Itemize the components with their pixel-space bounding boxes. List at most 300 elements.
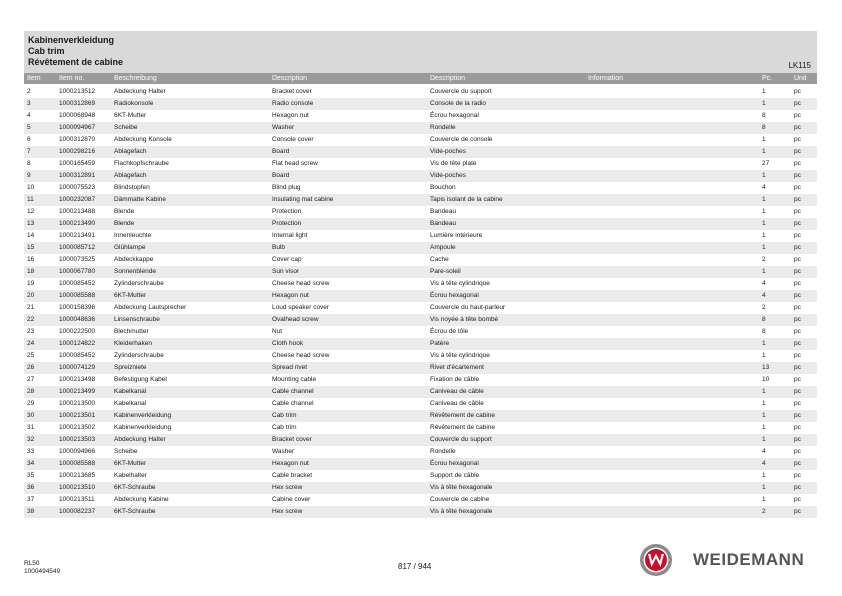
- row-unit: pc: [794, 352, 801, 359]
- row-unit: pc: [794, 160, 801, 167]
- row-description-en: Cheese head screw: [272, 280, 330, 287]
- row-description-en: Console cover: [272, 136, 314, 143]
- footer-model-info: [24, 560, 60, 576]
- row-unit: pc: [794, 148, 801, 155]
- row-pc: 8: [762, 112, 766, 119]
- row-item: 14: [27, 232, 35, 239]
- row-item: 28: [27, 388, 35, 395]
- table-row: [24, 338, 817, 350]
- row-item: 19: [27, 280, 35, 287]
- row-item-no: 1000312870: [59, 136, 96, 143]
- table-row: [24, 374, 817, 386]
- row-item-no: 1000094966: [59, 448, 96, 455]
- row-item: 3: [27, 100, 31, 107]
- row-item: 38: [27, 508, 35, 515]
- table-row: [24, 422, 817, 434]
- row-unit: pc: [794, 184, 801, 191]
- row-item-no: 1000124822: [59, 340, 96, 347]
- row-unit: pc: [794, 208, 801, 215]
- row-beschreibung: Scheibe: [114, 448, 138, 455]
- row-unit: pc: [794, 472, 801, 479]
- row-description-fr: Console de la radio: [430, 100, 487, 107]
- row-description-en: Hex screw: [272, 484, 303, 491]
- row-description-fr: Caniveau de câble: [430, 388, 484, 395]
- row-description-en: Cloth hook: [272, 340, 304, 347]
- row-item: 8: [27, 160, 31, 167]
- row-unit: pc: [794, 196, 801, 203]
- row-description-en: Bracket cover: [272, 88, 312, 95]
- row-item-no: 1000312891: [59, 172, 96, 179]
- row-pc: 1: [762, 244, 766, 251]
- table-row: [24, 506, 817, 518]
- row-pc: 1: [762, 352, 766, 359]
- row-pc: 1: [762, 196, 766, 203]
- row-item: 6: [27, 136, 31, 143]
- row-item: 26: [27, 364, 35, 371]
- row-item: 2: [27, 88, 31, 95]
- row-unit: pc: [794, 448, 801, 455]
- row-description-fr: Cache: [430, 256, 449, 263]
- table-row: [24, 218, 817, 230]
- row-unit: pc: [794, 292, 801, 299]
- row-description-fr: Révêtement de cabine: [430, 412, 496, 419]
- row-pc: 1: [762, 400, 766, 407]
- title-english: Cab trim: [28, 46, 65, 56]
- row-unit: pc: [794, 340, 801, 347]
- row-beschreibung: Blindstopfen: [114, 184, 150, 191]
- table-row: [24, 158, 817, 170]
- row-pc: 1: [762, 424, 766, 431]
- row-description-fr: Bouchon: [430, 184, 456, 191]
- row-description-en: Nut: [272, 328, 283, 335]
- row-beschreibung: Scheibe: [114, 124, 138, 131]
- title-french: Révêtement de cabine: [28, 57, 124, 67]
- table-row: [24, 302, 817, 314]
- row-description-en: Board: [272, 148, 290, 155]
- row-item-no: 1000085588: [59, 292, 96, 299]
- row-unit: pc: [794, 388, 801, 395]
- row-beschreibung: Flachkopfschraube: [114, 160, 169, 167]
- row-description-en: Spread rivet: [272, 364, 308, 371]
- row-unit: pc: [794, 496, 801, 503]
- row-item-no: 1000085452: [59, 352, 96, 359]
- column-header-beschreibung: Beschreibung: [114, 75, 157, 82]
- row-pc: 4: [762, 184, 766, 191]
- row-description-fr: Écrou de tôle: [430, 328, 469, 335]
- row-description-fr: Lumière intérieure: [430, 232, 483, 239]
- table-row: [24, 470, 817, 482]
- table-row: [24, 494, 817, 506]
- row-pc: 4: [762, 280, 766, 287]
- row-item: 5: [27, 124, 31, 131]
- row-description-en: Ovalhead screw: [272, 316, 319, 323]
- table-row: [24, 122, 817, 134]
- row-unit: pc: [794, 460, 801, 467]
- row-item: 13: [27, 220, 35, 227]
- row-item-no: 1000075523: [59, 184, 96, 191]
- row-description-fr: Bandeau: [430, 208, 457, 215]
- row-pc: 1: [762, 268, 766, 275]
- row-pc: 1: [762, 436, 766, 443]
- table-row: [24, 290, 817, 302]
- row-unit: pc: [794, 268, 801, 275]
- row-description-en: Loud speaker cover: [272, 304, 330, 311]
- row-description-en: Cab trim: [272, 412, 297, 419]
- row-item: 29: [27, 400, 35, 407]
- row-pc: 4: [762, 460, 766, 467]
- row-unit: pc: [794, 172, 801, 179]
- row-pc: 1: [762, 472, 766, 479]
- row-beschreibung: Kabelkanal: [114, 400, 147, 407]
- row-unit: pc: [794, 220, 801, 227]
- row-item-no: 1000232087: [59, 196, 96, 203]
- table-row: [24, 86, 817, 98]
- row-item-no: 1000222500: [59, 328, 96, 335]
- row-item: 21: [27, 304, 35, 311]
- row-description-fr: Fixation de câble: [430, 376, 480, 383]
- row-description-en: Cover cap: [272, 256, 302, 263]
- row-unit: pc: [794, 232, 801, 239]
- row-item-no: 1000213488: [59, 208, 96, 215]
- row-item: 24: [27, 340, 35, 347]
- row-description-en: Bulb: [272, 244, 286, 251]
- row-description-en: Washer: [272, 448, 295, 455]
- row-description-en: Hex screw: [272, 508, 303, 515]
- table-row: [24, 482, 817, 494]
- row-item-no: 1000073525: [59, 256, 96, 263]
- row-description-en: Hexagon nut: [272, 112, 309, 119]
- table-row: [24, 110, 817, 122]
- row-description-fr: Pare-soleil: [430, 268, 461, 275]
- row-description-fr: Écrou hexagonal: [430, 112, 479, 119]
- row-description-fr: Rivet d'écartement: [430, 364, 484, 371]
- row-beschreibung: Kleiderhaken: [114, 340, 152, 347]
- row-description-en: Flat head screw: [272, 160, 318, 167]
- row-item-no: 1000213685: [59, 472, 96, 479]
- row-pc: 1: [762, 136, 766, 143]
- row-description-en: Protection: [272, 220, 302, 227]
- row-pc: 4: [762, 448, 766, 455]
- row-item: 31: [27, 424, 35, 431]
- row-item-no: 1000085588: [59, 460, 96, 467]
- row-beschreibung: Ablagefach: [114, 148, 147, 155]
- row-unit: pc: [794, 328, 801, 335]
- document-number: 1000494549: [24, 568, 61, 575]
- row-beschreibung: Abdeckung Konsole: [114, 136, 172, 143]
- row-description-fr: Patère: [430, 340, 450, 347]
- row-pc: 1: [762, 148, 766, 155]
- row-item: 32: [27, 436, 35, 443]
- model-name: RL50: [24, 560, 40, 567]
- table-row: [24, 410, 817, 422]
- row-beschreibung: Blende: [114, 208, 135, 215]
- row-item-no: 1000213510: [59, 484, 96, 491]
- row-item-no: 1000213500: [59, 400, 96, 407]
- row-item: 36: [27, 484, 35, 491]
- row-item: 18: [27, 268, 35, 275]
- row-description-fr: Tapis isolant de la cabine: [430, 196, 503, 203]
- row-beschreibung: Abdeckung Halter: [114, 436, 166, 443]
- row-beschreibung: Abdeckung Kabine: [114, 496, 169, 503]
- row-pc: 8: [762, 328, 766, 335]
- row-item-no: 1000165459: [59, 160, 96, 167]
- row-description-fr: Vis de tête plate: [430, 160, 477, 167]
- row-item-no: 1000213502: [59, 424, 96, 431]
- row-description-en: Cable bracket: [272, 472, 313, 479]
- row-item: 30: [27, 412, 35, 419]
- row-description-fr: Couvercle du support: [430, 88, 492, 95]
- row-description-fr: Caniveau de câble: [430, 400, 484, 407]
- row-beschreibung: Befestigung Kabel: [114, 376, 167, 383]
- row-pc: 8: [762, 316, 766, 323]
- row-description-en: Insulating mat cabine: [272, 196, 334, 203]
- row-pc: 1: [762, 208, 766, 215]
- row-beschreibung: Zylinderschraube: [114, 280, 164, 287]
- row-description-fr: Couvercle de console: [430, 136, 493, 143]
- table-row: [24, 182, 817, 194]
- row-unit: pc: [794, 256, 801, 263]
- row-item: 20: [27, 292, 35, 299]
- row-beschreibung: Abdeckkappe: [114, 256, 154, 263]
- row-unit: pc: [794, 376, 801, 383]
- row-pc: 10: [762, 376, 770, 383]
- title-german: Kabinenverkleidung: [28, 35, 115, 45]
- row-pc: 1: [762, 496, 766, 503]
- row-unit: pc: [794, 112, 801, 119]
- row-beschreibung: Glühlampe: [114, 244, 146, 251]
- row-item-no: 1000213511: [59, 496, 95, 503]
- row-description-fr: Vis à tête cylindrique: [430, 352, 490, 359]
- row-item-no: 1000213499: [59, 388, 96, 395]
- row-item-no: 1000074129: [59, 364, 96, 371]
- row-item-no: 1000094967: [59, 124, 96, 131]
- row-beschreibung: Kabelkanal: [114, 388, 147, 395]
- row-description-fr: Support de câble: [430, 472, 480, 479]
- row-beschreibung: Kabinenverkleidung: [114, 424, 172, 431]
- row-item-no: 1000312869: [59, 100, 96, 107]
- table-row: [24, 314, 817, 326]
- table-row: [24, 278, 817, 290]
- row-description-fr: Vide-poches: [430, 172, 467, 179]
- table-row: [24, 434, 817, 446]
- brand-wordmark: WEIDEMANN: [693, 550, 805, 569]
- table-row: [24, 386, 817, 398]
- row-item: 15: [27, 244, 35, 251]
- row-item: 4: [27, 112, 31, 119]
- row-item-no: 1000213501: [59, 412, 96, 419]
- row-description-fr: Vis à tête hexagonale: [430, 484, 493, 491]
- row-pc: 1: [762, 220, 766, 227]
- row-description-en: Mounting cable: [272, 376, 317, 383]
- row-item-no: 1000158396: [59, 304, 96, 311]
- row-pc: 13: [762, 364, 770, 371]
- table-row: [24, 266, 817, 278]
- row-description-en: Radio console: [272, 100, 314, 107]
- row-description-en: Washer: [272, 124, 295, 131]
- row-pc: 1: [762, 88, 766, 95]
- row-unit: pc: [794, 100, 801, 107]
- row-beschreibung: Kabelhalter: [114, 472, 147, 479]
- table-row: [24, 242, 817, 254]
- row-description-fr: Couvercle de cabine: [430, 496, 490, 503]
- row-item: 37: [27, 496, 35, 503]
- row-pc: 1: [762, 340, 766, 347]
- row-pc: 2: [762, 508, 766, 515]
- row-description-en: Cable channel: [272, 400, 314, 407]
- row-unit: pc: [794, 364, 801, 371]
- row-item: 23: [27, 328, 35, 335]
- row-description-en: Internal light: [272, 232, 308, 239]
- row-unit: pc: [794, 124, 801, 131]
- row-description-fr: Rondelle: [430, 448, 456, 455]
- column-header-item: Item: [27, 75, 41, 82]
- row-unit: pc: [794, 244, 801, 251]
- row-beschreibung: 6KT-Mutter: [114, 292, 147, 299]
- row-description-en: Blind plug: [272, 184, 301, 191]
- row-description-en: Sun visor: [272, 268, 300, 275]
- row-description-en: Hexagon nut: [272, 292, 309, 299]
- row-pc: 1: [762, 388, 766, 395]
- assembly-code: LK115: [788, 61, 811, 70]
- row-beschreibung: Abdeckung Lautsprecher: [114, 304, 187, 311]
- row-unit: pc: [794, 424, 801, 431]
- table-row: [24, 362, 817, 374]
- page-number: 817 / 944: [398, 562, 432, 571]
- row-beschreibung: Blechmutter: [114, 328, 149, 335]
- table-row: [24, 146, 817, 158]
- row-item: 25: [27, 352, 35, 359]
- table-row: [24, 350, 817, 362]
- row-description-fr: Révêtement de cabine: [430, 424, 496, 431]
- row-pc: 1: [762, 484, 766, 491]
- row-unit: pc: [794, 88, 801, 95]
- row-description-fr: Vis à tête hexagonale: [430, 508, 493, 515]
- parts-table: [24, 86, 817, 518]
- table-header: [24, 73, 817, 84]
- row-item-no: 1000082237: [59, 508, 96, 515]
- column-header-unit: Unit: [794, 75, 807, 82]
- table-row: [24, 326, 817, 338]
- row-description-fr: Écrou hexagonal: [430, 460, 479, 467]
- row-description-fr: Vis noyée à tête bombé: [430, 316, 499, 323]
- row-pc: 1: [762, 412, 766, 419]
- row-unit: pc: [794, 316, 801, 323]
- column-header-item-no: Item no.: [59, 75, 85, 82]
- row-unit: pc: [794, 484, 801, 491]
- row-unit: pc: [794, 280, 801, 287]
- row-item-no: 1000213512: [59, 88, 96, 95]
- row-unit: pc: [794, 508, 801, 515]
- row-beschreibung: Blende: [114, 220, 135, 227]
- table-row: [24, 206, 817, 218]
- row-item: 7: [27, 148, 31, 155]
- row-beschreibung: Dämmatte Kabine: [114, 196, 167, 203]
- row-pc: 1: [762, 232, 766, 239]
- row-pc: 1: [762, 100, 766, 107]
- row-description-en: Cheese head screw: [272, 352, 330, 359]
- row-pc: 1: [762, 172, 766, 179]
- row-item-no: 1000213503: [59, 436, 96, 443]
- row-unit: pc: [794, 436, 801, 443]
- row-beschreibung: Ablagefach: [114, 172, 147, 179]
- document-header: [24, 31, 817, 73]
- row-beschreibung: Sonnenblende: [114, 268, 156, 275]
- weidemann-logo-icon: [639, 543, 673, 577]
- row-item: 22: [27, 316, 35, 323]
- row-description-fr: Couvercle du support: [430, 436, 492, 443]
- row-item: 35: [27, 472, 35, 479]
- row-beschreibung: Linsenschraube: [114, 316, 160, 323]
- row-pc: 4: [762, 292, 766, 299]
- row-beschreibung: Zylinderschraube: [114, 352, 164, 359]
- row-unit: pc: [794, 304, 801, 311]
- row-beschreibung: 6KT-Mutter: [114, 112, 147, 119]
- table-row: [24, 230, 817, 242]
- row-item-no: 1000213490: [59, 220, 96, 227]
- row-unit: pc: [794, 400, 801, 407]
- table-row: [24, 458, 817, 470]
- row-description-en: Cabine cover: [272, 496, 311, 503]
- column-header-pc: Pc.: [762, 75, 773, 82]
- row-item-no: 1000048636: [59, 316, 96, 323]
- row-description-fr: Vis à tête cylindrique: [430, 280, 490, 287]
- table-row: [24, 134, 817, 146]
- row-beschreibung: Kabinenverkleidung: [114, 412, 172, 419]
- row-item-no: 1000213498: [59, 376, 96, 383]
- row-description-fr: Écrou hexagonal: [430, 292, 479, 299]
- row-item: 27: [27, 376, 35, 383]
- row-beschreibung: 6KT-Schraube: [114, 508, 156, 515]
- row-item-no: 1000213491: [59, 232, 96, 239]
- row-description-en: Cable channel: [272, 388, 314, 395]
- row-item: 12: [27, 208, 35, 215]
- row-description-en: Bracket cover: [272, 436, 312, 443]
- table-row: [24, 446, 817, 458]
- row-pc: 2: [762, 304, 766, 311]
- row-pc: 27: [762, 160, 770, 167]
- table-row: [24, 194, 817, 206]
- row-description-fr: Couvercle du haut-parleur: [430, 304, 506, 311]
- table-row: [24, 398, 817, 410]
- row-unit: pc: [794, 412, 801, 419]
- row-item: 33: [27, 448, 35, 455]
- row-description-en: Hexagon nut: [272, 460, 309, 467]
- table-row: [24, 170, 817, 182]
- row-description-en: Board: [272, 172, 290, 179]
- row-beschreibung: 6KT-Mutter: [114, 460, 147, 467]
- table-row: [24, 98, 817, 110]
- row-beschreibung: Radiokonsole: [114, 100, 154, 107]
- row-description-en: Protection: [272, 208, 302, 215]
- column-header-description-en: Description: [272, 75, 308, 82]
- row-beschreibung: 6KT-Schraube: [114, 484, 156, 491]
- table-row: [24, 254, 817, 266]
- row-beschreibung: Spreizniete: [114, 364, 147, 371]
- row-item-no: 1000068948: [59, 112, 96, 119]
- column-header-information: Information: [588, 75, 624, 82]
- row-description-fr: Bandeau: [430, 220, 457, 227]
- row-item: 34: [27, 460, 35, 467]
- row-item: 11: [27, 196, 34, 203]
- row-item-no: 1000298216: [59, 148, 96, 155]
- row-description-fr: Vide-poches: [430, 148, 467, 155]
- row-description-en: Cab trim: [272, 424, 297, 431]
- row-pc: 2: [762, 256, 766, 263]
- row-unit: pc: [794, 136, 801, 143]
- row-item: 16: [27, 256, 35, 263]
- row-beschreibung: Innenleuchte: [114, 232, 152, 239]
- row-item-no: 1000085452: [59, 280, 96, 287]
